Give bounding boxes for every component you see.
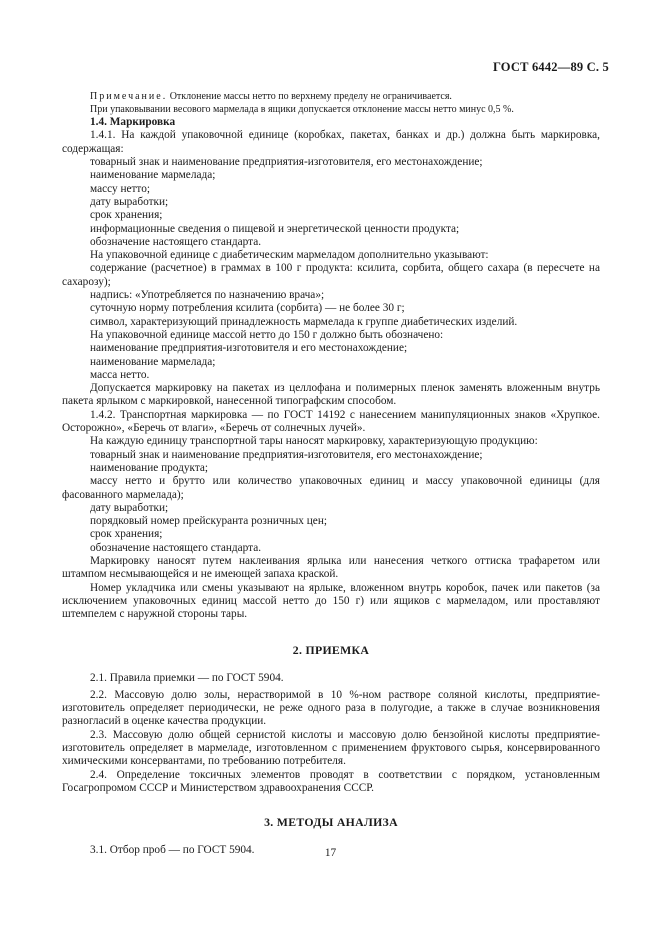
paragraph: символ, характеризующий принадлежность мармелада к группе диабетических изделий. (90, 315, 518, 328)
paragraph: Маркировку наносят путем наклеивания ярлыка или нанесения четкого оттиска трафаретом или штампом несмывающейся и не имеющей запаха краской. (62, 554, 600, 581)
acceptance-paragraphs (62, 672, 600, 795)
note-label: Примечание. (90, 91, 168, 102)
paragraph: массу нетто; (90, 182, 151, 195)
paragraph: обозначение настоящего стандарта. (90, 235, 262, 248)
paragraph: дату выработки; (90, 195, 169, 208)
section-title-methods: 3. МЕТОДЫ АНАЛИЗА (264, 815, 398, 830)
paragraph: 2.4. Определение токсичных элементов проводят в соответствии с порядком, установленным Госагропромом СССР и Министерством здравоохранения СССР. (62, 768, 600, 794)
paragraph: суточную норму потребления ксилита (сорбита) — не более 30 г; (90, 302, 405, 315)
note-text-1: Отклонение массы нетто по верхнему пределу не ограничивается. (169, 91, 452, 102)
paragraph: наименование мармелада; (90, 169, 216, 182)
paragraph: 1.4.2. Транспортная маркировка — по ГОСТ 14192 с нанесением манипуляционных знаков «Хрупкое. Осторожно», «Беречь от влаги», «Беречь от солнечных лучей». (62, 408, 600, 435)
paragraph: На упаковочной единице массой нетто до 150 г должно быть обозначено: (90, 328, 444, 341)
page-header: ГОСТ 6442—89 С. 5 (492, 60, 609, 74)
paragraph: масса нетто. (90, 368, 150, 381)
page-number: 17 (324, 847, 337, 859)
paragraph: обозначение настоящего стандарта. (90, 541, 262, 554)
note-line-1 (62, 91, 600, 104)
paragraph: товарный знак и наименование предприятия-изготовителя, его местонахождение; (90, 448, 483, 461)
paragraph: наименование предприятия-изготовителя и его местонахождение; (90, 342, 408, 355)
paragraph: На упаковочной единице с диабетическим мармеладом дополнительно указывают: (90, 249, 489, 262)
section-title-acceptance: 2. ПРИЕМКА (292, 643, 370, 658)
paragraph: наименование мармелада; (90, 355, 216, 368)
document-body (62, 91, 600, 857)
paragraph: срок хранения; (90, 209, 163, 222)
paragraph: Допускается маркировку на пакетах из целлофана и полимерных пленок заменять вложенным внутрь пакета ярлыком с маркировкой, нанесенной типографским способом. (62, 382, 600, 408)
paragraph: массу нетто и брутто или количество упаковочных единиц и массу упаковочной единицы (для фасованного мармелада); (62, 475, 600, 501)
subsection-title: 1.4. Маркировка (90, 116, 176, 129)
paragraph: 2.3. Массовую долю общей сернистой кислоты и массовую долю бензойной кислоты предприятие-изготовитель определяет в мармеладе, изготовленном с применением фруктового сырья, консервированного химическими консервантами, по требованию потребителя. (62, 728, 600, 768)
paragraph: На каждую единицу транспортной тары наносят маркировку, характеризующую продукцию: (90, 435, 538, 448)
paragraph: товарный знак и наименование предприятия-изготовителя, его местонахождение; (90, 156, 483, 169)
paragraph: информационные сведения о пищевой и энергетической ценности продукта; (90, 222, 460, 235)
paragraph: содержание (расчетное) в граммах в 100 г продукта: ксилита, сорбита, общего сахара (в пересчете на сахарозу); (62, 262, 600, 288)
paragraph: 1.4.1. На каждой упаковочной единице (коробках, пакетах, банках и др.) должна быть маркировка, содержащая: (62, 129, 600, 155)
paragraph: порядковый номер прейскуранта розничных цен; (90, 515, 328, 528)
paragraph: 2.1. Правила приемки — по ГОСТ 5904. (90, 672, 284, 685)
paragraph: наименование продукта; (90, 461, 209, 474)
paragraph: Номер укладчика или смены указывают на ярлыке, вложенном внутрь коробок, пачек или пакетов (за исключением упаковочных единиц массой нетто до 150 г) или ящиков с мармеладом, или проставляют штемпелем с наружной стороны тары. (62, 581, 600, 621)
paragraph: 2.2. Массовую долю золы, нерастворимой в 10 %-ном растворе соляной кислоты, предприятие-изготовитель определяет периодически, не реже одного раза в полугодие, а также в случае возникновения разногласий в оценке качества продукции. (62, 688, 600, 728)
marking-paragraphs (62, 129, 600, 621)
paragraph: надпись: «Употребляется по назначению врача»; (90, 289, 325, 302)
note-line-2: При упаковывании весового мармелада в ящики допускается отклонение массы нетто минус 0,5 %. (90, 103, 514, 115)
paragraph: срок хранения; (90, 528, 163, 541)
paragraph: дату выработки; (90, 501, 169, 514)
paragraph: 3.1. Отбор проб — по ГОСТ 5904. (90, 844, 255, 857)
